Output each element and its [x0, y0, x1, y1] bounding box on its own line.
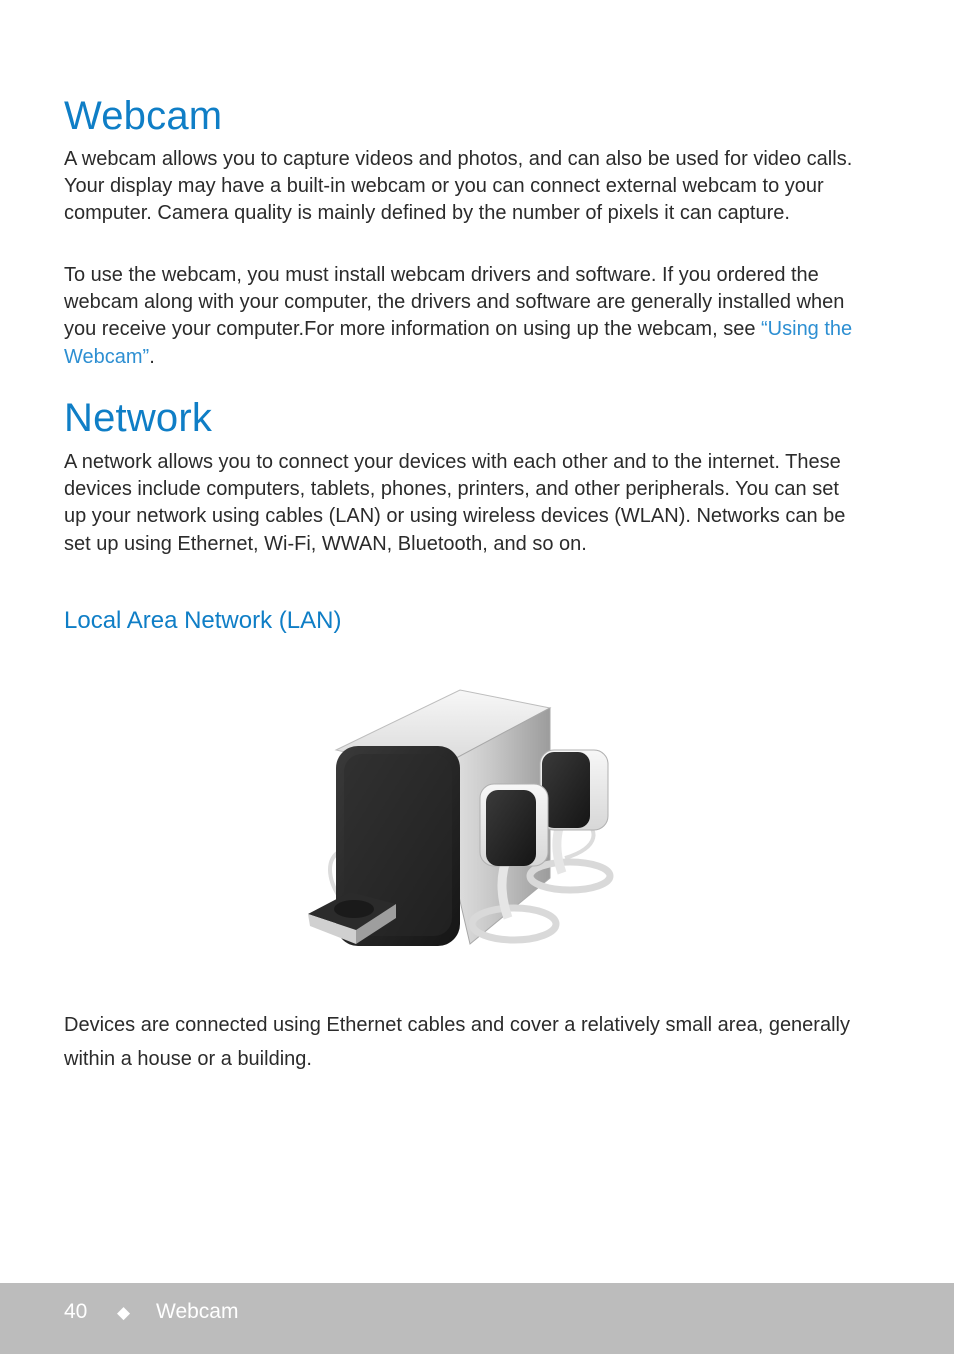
speaker-system-image	[300, 668, 620, 992]
webcam-paragraph-2-text: To use the webcam, you must install webcam drivers and software. If you ordered the webcam along with your computer, the drivers and software are generally installed when you receive your computer.For more information on using up the webcam, see	[64, 264, 845, 341]
page-footer	[0, 1283, 954, 1354]
lan-heading: Local Area Network (LAN)	[64, 607, 342, 634]
page-number: 40	[64, 1300, 88, 1323]
network-paragraph: A network allows you to connect your devices with each other and to the internet. These devices include computers, tablets, phones, printers, and other peripherals. You can set up your network using cables (LAN) or using wireless devices (WLAN). Networks can be set up using Ethernet, Wi-Fi, WWAN, Bluetooth, and so on.	[64, 451, 846, 555]
webcam-paragraph-2-end: .	[149, 345, 155, 368]
webcam-paragraph-2	[64, 262, 864, 371]
lan-paragraph: Devices are connected using Ethernet cables and cover a relatively small area, generally within a house or a building.	[64, 1014, 850, 1070]
footer-section-name: Webcam	[156, 1300, 239, 1323]
webcam-paragraph-1: A webcam allows you to capture videos and photos, and can also be used for video calls. Your display may have a built-in webcam or you can connect external webcam to your computer. Camera quality is mainly defined by the number of pixels it can capture.	[64, 148, 853, 225]
webcam-heading: Webcam	[64, 94, 223, 138]
footer-diamond-icon: ◆	[117, 1303, 131, 1322]
network-heading: Network	[64, 396, 213, 440]
using-the-webcam-link[interactable]: “Using the Webcam”	[64, 318, 853, 368]
